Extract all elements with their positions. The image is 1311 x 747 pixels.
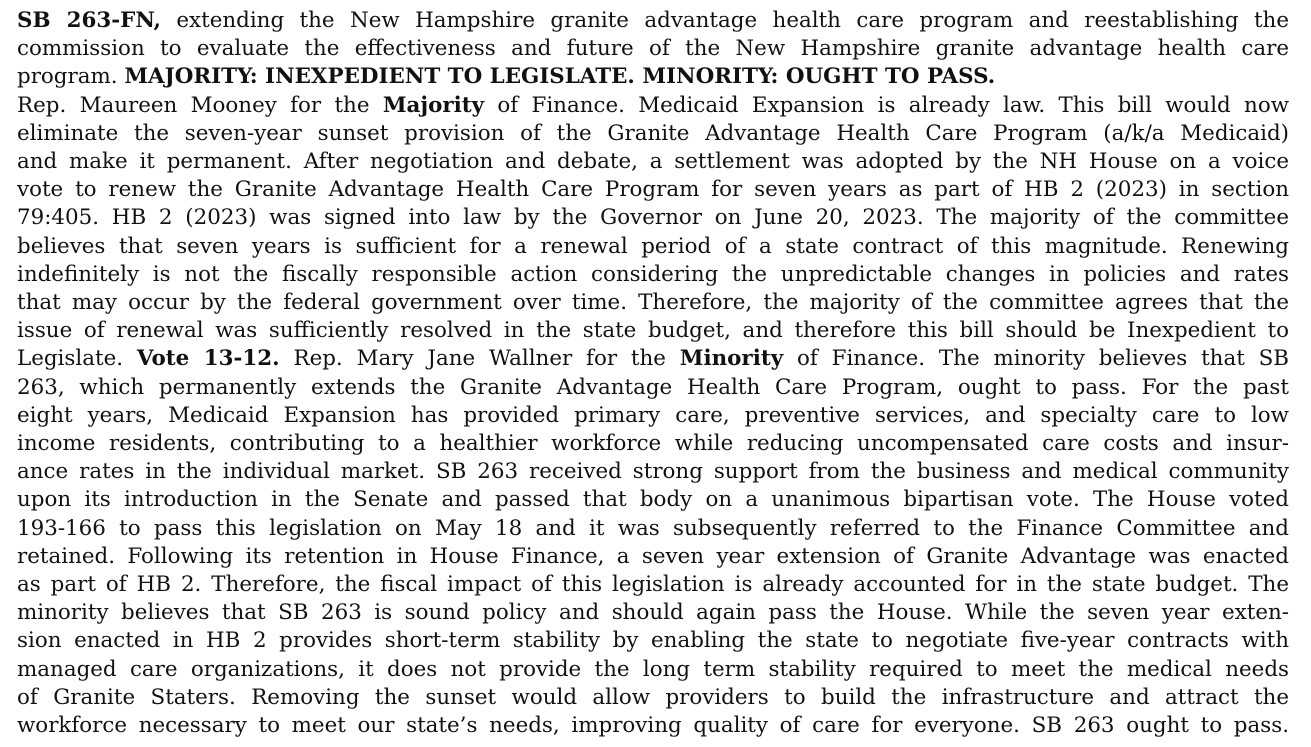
text-segment: Rep. Mary Jane Wallner for the <box>279 346 680 372</box>
text-segment: sion enacted in HB 2 provides short-term stability by enabling the state to negotiate five-year contracts with <box>17 628 1289 654</box>
text-segment: extending the New Hampshire granite advantage health care program and reestablishing the <box>160 8 1289 33</box>
text-line <box>17 712 1289 740</box>
text-segment: believes that seven years is sufficient for a renewal period of a state contract of this magnitude. Renewing <box>17 233 1289 259</box>
bold-text-segment: Majority <box>382 92 485 118</box>
text-line <box>17 374 1289 402</box>
text-line <box>17 627 1289 655</box>
text-segment: upon its introduction in the Senate and passed that body on a unanimous bipartisan vote. The House voted <box>17 487 1289 513</box>
text-segment: issue of renewal was sufficiently resolved in the state budget, and therefore this bill should be Inexpedient to <box>17 318 1290 344</box>
text-segment: program. <box>17 64 125 90</box>
text-segment: of Finance. The minority believes that SB <box>783 346 1290 372</box>
text-line <box>17 7 1289 35</box>
text-segment: ance rates in the individual market. SB 263 received strong support from the business and medical community <box>17 459 1289 485</box>
text-line <box>17 571 1289 599</box>
text-line <box>17 486 1289 514</box>
text-segment: eight years, Medicaid Expansion has provided primary care, preventive services, and specialty care to low <box>17 402 1289 428</box>
text-segment: managed care organizations, it does not provide the long term stability required to meet the medical needs <box>17 656 1289 682</box>
text-segment: commission to evaluate the effectiveness and future of the New Hampshire granite advantage health care <box>17 36 1289 62</box>
text-line <box>17 345 1289 373</box>
text-segment: indefinitely is not the fiscally responsible action considering the unpredictable changes in policies and rates <box>17 261 1289 287</box>
text-line <box>17 289 1289 317</box>
text-segment: 79:405. HB 2 (2023) was signed into law by the Governor on June 20, 2023. The majority of the committee <box>17 205 1289 231</box>
text-segment: retained. Following its retention in House Finance, a seven year extension of Granite Advantage was enacted <box>17 543 1289 569</box>
text-line <box>17 120 1289 148</box>
text-segment: of Finance. Medicaid Expansion is already law. This bill would now <box>484 92 1290 118</box>
text-segment: workforce necessary to meet our state’s needs, improving quality of care for everyone. SB 263 ought to pass. <box>17 713 1289 739</box>
text-segment: and make it permanent. After negotiation and debate, a settlement was adopted by the NH House on a voice <box>17 149 1289 175</box>
text-line <box>17 233 1289 261</box>
text-segment: of Granite Staters. Removing the sunset would allow providers to build the infrastructure and attract the <box>17 684 1289 710</box>
bold-text-segment: MAJORITY: INEXPEDIENT TO LEGISLATE. MINORITY: OUGHT TO PASS. <box>124 64 996 90</box>
text-line <box>17 63 1289 91</box>
text-line <box>17 684 1289 712</box>
text-line <box>17 430 1289 458</box>
text-segment: that may occur by the federal government over time. Therefore, the majority of the committee agrees that the <box>17 290 1289 316</box>
text-segment: income residents, contributing to a healthier workforce while reducing uncompensated care costs and insur- <box>17 431 1289 457</box>
text-line <box>17 402 1289 430</box>
text-segment: vote to renew the Granite Advantage Health Care Program for seven years as part of HB 2 (2023) in section <box>17 177 1289 203</box>
bold-text-segment: Vote 13-12. <box>136 346 280 372</box>
text-segment: Rep. Maureen Mooney for the <box>17 92 383 118</box>
text-line <box>17 204 1289 232</box>
text-segment: 263, which permanently extends the Granite Advantage Health Care Program, ought to pass. For the past <box>17 374 1289 400</box>
text-line <box>17 35 1289 63</box>
text-segment: as part of HB 2. Therefore, the fiscal impact of this legislation is already accounted for in the state budget. The <box>17 572 1289 598</box>
text-segment: minority believes that SB 263 is sound policy and should again pass the House. While the seven year exten- <box>17 600 1289 626</box>
bold-text-segment: SB 263-FN, <box>17 8 161 33</box>
text-line <box>17 317 1289 345</box>
text-line <box>17 92 1289 120</box>
text-line <box>17 515 1289 543</box>
text-line <box>17 176 1289 204</box>
text-line <box>17 148 1289 176</box>
text-line <box>17 543 1289 571</box>
bold-text-segment: Minority <box>679 346 784 372</box>
text-line <box>17 656 1289 684</box>
text-line <box>17 458 1289 486</box>
text-segment: eliminate the seven-year sunset provision of the Granite Advantage Health Care Program (a/k/a Medicaid) <box>17 120 1289 146</box>
committee-report-text <box>17 7 1289 740</box>
text-segment: 193-166 to pass this legislation on May 18 and it was subsequently referred to the Finance Committee and <box>17 515 1290 541</box>
text-line <box>17 261 1289 289</box>
text-segment: Legislate. <box>17 346 137 372</box>
text-line <box>17 599 1289 627</box>
